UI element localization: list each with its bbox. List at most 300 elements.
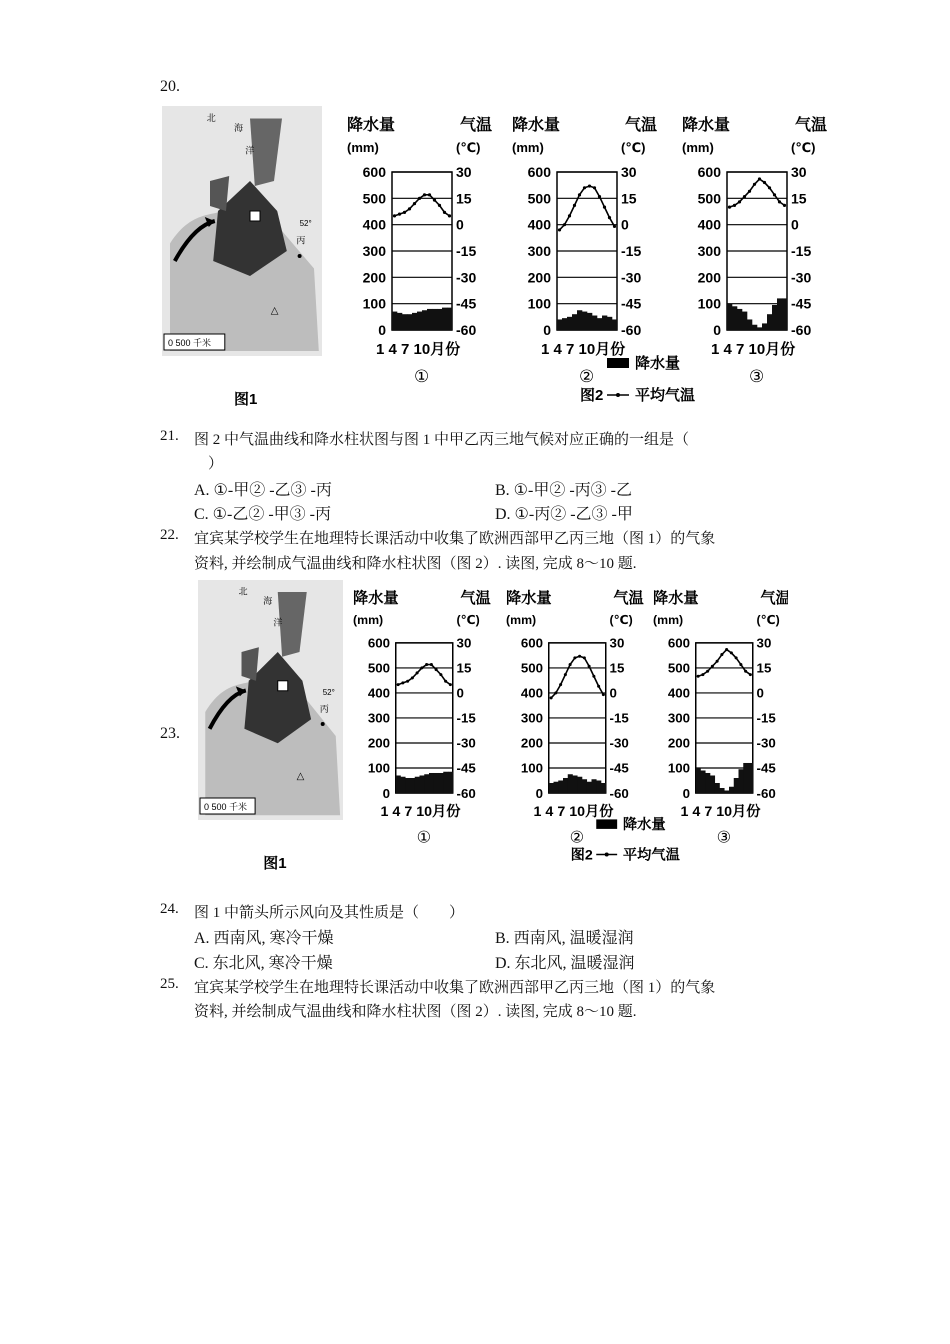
precip-bar — [601, 783, 606, 793]
legend-precip-label: 降水量 — [622, 816, 666, 833]
question-21-option-a[interactable]: A. ①-甲② -乙③ -丙 — [194, 482, 332, 499]
precip-bar — [710, 775, 715, 793]
climate-chart-3 — [682, 115, 827, 386]
precip-tick-label: 600 — [697, 164, 721, 180]
precip-tick-label: 400 — [697, 216, 721, 233]
question-22-line-2: 资料, 并绘制成气温曲线和降水柱状图（图 2）. 读图, 完成 8～10 题. — [194, 556, 637, 572]
temp-point — [733, 204, 736, 207]
temp-tick-label: 15 — [456, 660, 472, 676]
temp-axis-title: 气温 — [795, 117, 828, 134]
precip-bar — [782, 298, 787, 330]
precip-bar — [424, 774, 429, 793]
temp-point — [435, 668, 438, 671]
map-caption: 图1 — [234, 391, 258, 408]
temp-tick-label: -30 — [756, 735, 776, 751]
question-22-number: 22. — [160, 527, 179, 543]
temp-point — [748, 190, 751, 193]
temp-tick-label: -15 — [456, 243, 477, 259]
precip-tick-label: 0 — [382, 785, 391, 801]
precip-bar — [429, 773, 434, 793]
climate-chart-2 — [506, 589, 645, 846]
precip-tick-label: 200 — [520, 735, 544, 751]
temp-point — [444, 680, 447, 683]
temp-point — [448, 214, 451, 217]
precip-tick-label: 400 — [367, 685, 391, 701]
precip-tick-label: 500 — [520, 660, 544, 676]
precip-bar — [437, 309, 442, 330]
temp-point — [393, 214, 396, 217]
temp-tick-label: 0 — [609, 685, 617, 701]
temp-point — [416, 671, 419, 674]
map-label-bing: 丙 — [296, 235, 306, 246]
precip-axis-title: 降水量 — [653, 590, 699, 607]
precip-bar — [592, 316, 597, 330]
temp-point — [753, 183, 756, 186]
precip-tick-label: 100 — [697, 295, 721, 312]
temp-tick-label: -30 — [791, 269, 812, 286]
question-24-option-d[interactable]: D. 东北风, 温暖湿润 — [495, 955, 635, 972]
temp-point — [583, 186, 586, 189]
temp-point — [411, 676, 414, 679]
climate-chart-3 — [653, 589, 788, 846]
temp-tick-label: 0 — [456, 216, 464, 233]
precip-bar — [410, 778, 415, 793]
precip-tick-label: 300 — [667, 710, 691, 726]
question-21-option-c[interactable]: C. ①-乙② -甲③ -丙 — [194, 506, 332, 523]
temp-tick-label: 0 — [791, 216, 799, 233]
temp-point — [588, 184, 591, 187]
temp-point — [425, 663, 428, 666]
question-25-line-1: 宜宾某学校学生在地理特长课活动中收集了欧洲西部甲乙丙三地（图 1）的气象 — [194, 980, 716, 996]
temp-point — [406, 680, 409, 683]
month-axis-label: 1 4 7 10月份 — [533, 803, 614, 820]
temp-tick-label: -15 — [621, 243, 642, 259]
month-axis-label: 1 4 7 10月份 — [711, 341, 796, 358]
map-bing-point — [298, 254, 302, 258]
precip-bar — [568, 774, 573, 793]
temp-tick-label: -15 — [791, 243, 812, 259]
precip-tick-label: 500 — [667, 660, 691, 676]
temp-tick-label: 30 — [756, 635, 772, 651]
figure-block-1 — [162, 106, 842, 416]
precip-tick-label: 500 — [697, 190, 721, 207]
map-label-yi: △ — [270, 305, 279, 317]
precip-bar — [612, 319, 617, 330]
temp-tick-label: -60 — [621, 322, 642, 338]
temp-point — [608, 216, 611, 219]
precip-tick-label: 400 — [667, 685, 691, 701]
map-label-sea-1: 海 — [263, 596, 273, 606]
precip-tick-label: 200 — [367, 735, 391, 751]
map-label-north: 北 — [238, 586, 248, 597]
question-21-stem-close: ） — [208, 456, 224, 472]
precip-bar — [563, 778, 568, 793]
precip-axis-unit: (mm) — [653, 612, 684, 627]
precip-axis-title: 降水量 — [353, 590, 399, 607]
precip-bar — [762, 323, 767, 330]
temp-tick-label: 15 — [791, 190, 807, 207]
precip-bar — [729, 787, 734, 793]
temp-point — [749, 673, 752, 676]
precip-bar — [602, 316, 607, 330]
map-britain — [210, 176, 229, 211]
temp-point — [711, 665, 714, 668]
precip-bar — [734, 778, 739, 793]
precip-tick-label: 600 — [667, 635, 691, 651]
map-label-sea-2: 洋 — [245, 145, 255, 156]
temp-point — [428, 193, 431, 196]
precip-bar — [748, 763, 753, 793]
temp-point — [783, 204, 786, 207]
precip-tick-label: 100 — [667, 760, 691, 776]
precip-tick-label: 300 — [697, 243, 721, 259]
precip-bar — [752, 325, 757, 330]
temp-point — [423, 193, 426, 196]
temp-point — [578, 655, 581, 658]
temp-axis-unit: (℃) — [621, 140, 646, 155]
temp-axis-unit: (℃) — [756, 612, 780, 627]
map-label-yi: △ — [296, 771, 305, 783]
month-axis-label: 1 4 7 10月份 — [680, 803, 761, 820]
temp-point — [439, 673, 442, 676]
temp-tick-label: -60 — [609, 785, 629, 801]
precip-bar — [443, 772, 448, 793]
precip-bar — [739, 769, 744, 793]
climate-chart-1 — [353, 589, 492, 846]
precip-bar — [757, 327, 762, 330]
precip-tick-label: 0 — [535, 785, 544, 801]
temp-tick-label: 30 — [609, 635, 625, 651]
precip-tick-label: 500 — [367, 660, 391, 676]
temp-tick-label: -60 — [456, 785, 476, 801]
temp-tick-label: -45 — [756, 760, 776, 776]
precip-bar — [732, 306, 737, 330]
precip-bar — [422, 310, 427, 330]
chart-id-label: ③ — [749, 367, 765, 386]
question-25-line-2: 资料, 并绘制成气温曲线和降水柱状图（图 2）. 读图, 完成 8～10 题. — [194, 1004, 637, 1020]
precip-tick-label: 0 — [713, 322, 721, 338]
temp-tick-label: -45 — [621, 295, 642, 312]
temp-tick-label: 0 — [456, 685, 464, 701]
precip-bar — [577, 310, 582, 330]
temp-point — [573, 204, 576, 207]
month-axis-label: 1 4 7 10月份 — [376, 341, 461, 358]
precip-bar — [562, 318, 567, 330]
temp-axis-title: 气温 — [760, 590, 788, 607]
temp-point — [758, 177, 761, 180]
figure2-caption: 图2 — [580, 387, 604, 404]
precip-bar — [392, 312, 397, 330]
precip-bar — [558, 780, 563, 793]
precip-bar — [596, 780, 601, 793]
temp-axis-unit: (℃) — [791, 140, 816, 155]
precip-bar — [724, 790, 729, 793]
precip-tick-label: 0 — [543, 322, 551, 338]
precip-bar — [412, 313, 417, 330]
temp-point — [728, 206, 731, 209]
precip-bar — [401, 777, 406, 793]
figure2-caption: 图2 — [570, 847, 593, 864]
precip-bar — [407, 314, 412, 330]
precip-tick-label: 200 — [697, 269, 721, 286]
precip-tick-label: 600 — [527, 164, 551, 180]
temp-point — [443, 211, 446, 214]
map-label-bing: 丙 — [319, 704, 329, 714]
question-23-number: 23. — [160, 725, 180, 742]
precip-axis-title: 降水量 — [512, 117, 561, 134]
temp-point — [430, 663, 433, 666]
precip-bar — [417, 312, 422, 330]
precip-bar — [434, 773, 439, 793]
temp-point — [433, 198, 436, 201]
chart-id-label: ② — [579, 367, 595, 386]
temp-point — [564, 673, 567, 676]
temp-point — [697, 675, 700, 678]
temp-point — [739, 663, 742, 666]
figure-svg-2 — [198, 580, 788, 890]
precip-bar — [432, 309, 437, 330]
precip-bar — [767, 314, 772, 330]
temp-point — [408, 207, 411, 210]
temp-line — [560, 186, 615, 230]
chart-id-label: ① — [414, 367, 430, 386]
temp-point — [449, 683, 452, 686]
month-axis-label: 1 4 7 10月份 — [380, 803, 461, 820]
legend-precip-swatch — [607, 358, 629, 368]
precip-axis-title: 降水量 — [347, 117, 396, 134]
precip-tick-label: 100 — [362, 295, 386, 312]
precip-bar — [696, 768, 701, 793]
temp-point — [725, 648, 728, 651]
precip-tick-label: 500 — [362, 190, 386, 207]
precip-bar — [397, 313, 402, 330]
precip-tick-label: 400 — [362, 216, 386, 233]
question-21-option-b[interactable]: B. ①-甲② -丙③ -乙 — [495, 482, 633, 499]
climate-chart-1 — [347, 115, 492, 386]
temp-tick-label: -15 — [609, 710, 629, 726]
temp-point — [701, 673, 704, 676]
question-20-number: 20. — [160, 78, 180, 95]
precip-bar — [557, 319, 562, 330]
temp-point — [559, 683, 562, 686]
precip-bar — [415, 777, 420, 793]
precip-bar — [567, 317, 572, 330]
precip-bar — [405, 778, 410, 793]
precip-axis-title: 降水量 — [682, 117, 731, 134]
legend-temp-dot — [616, 393, 620, 397]
temp-tick-label: 30 — [621, 164, 637, 180]
precip-bar — [420, 775, 425, 793]
temp-line — [730, 179, 785, 207]
temp-tick-label: 15 — [456, 190, 472, 207]
precip-bar — [737, 309, 742, 330]
precip-bar — [715, 783, 720, 793]
temp-point — [588, 665, 591, 668]
temp-point — [738, 200, 741, 203]
temp-point — [773, 193, 776, 196]
precip-bar — [720, 788, 725, 793]
map-caption: 图1 — [263, 855, 287, 872]
precip-bar — [442, 308, 447, 330]
precip-tick-label: 200 — [667, 735, 691, 751]
precip-bar — [582, 312, 587, 330]
legend-temp-dot — [605, 853, 609, 857]
temp-tick-label: 30 — [456, 635, 472, 651]
temp-tick-label: 0 — [621, 216, 629, 233]
temp-tick-label: -15 — [456, 710, 476, 726]
precip-tick-label: 200 — [527, 269, 551, 286]
precip-tick-label: 400 — [520, 685, 544, 701]
temp-point — [613, 225, 616, 228]
temp-axis-title: 气温 — [625, 117, 658, 134]
chart-id-label: ① — [416, 828, 432, 847]
temp-tick-label: -30 — [456, 269, 477, 286]
question-21-number: 21. — [160, 428, 179, 444]
precip-bar — [587, 782, 592, 793]
chart-id-label: ③ — [716, 828, 732, 847]
temp-tick-label: -45 — [791, 295, 812, 312]
temp-point — [554, 691, 557, 694]
map-scale-text: 0 500 千米 — [168, 338, 212, 348]
precip-bar — [554, 782, 559, 793]
temp-tick-label: 30 — [791, 164, 807, 180]
map-jia-marker — [250, 211, 260, 221]
precip-bar — [701, 770, 706, 793]
question-25-number: 25. — [160, 976, 179, 992]
precip-axis-unit: (mm) — [682, 140, 714, 155]
temp-tick-label: -15 — [756, 710, 776, 726]
precip-axis-unit: (mm) — [506, 612, 537, 627]
temp-point — [598, 195, 601, 198]
precip-tick-label: 100 — [527, 295, 551, 312]
temp-tick-label: 0 — [756, 685, 764, 701]
map-bing-point — [321, 722, 325, 726]
temp-axis-title: 气温 — [613, 590, 644, 607]
temp-point — [569, 663, 572, 666]
map-label-sea-2: 洋 — [273, 617, 283, 628]
temp-tick-label: -45 — [456, 295, 477, 312]
precip-bar — [705, 773, 710, 793]
precip-tick-label: 300 — [527, 243, 551, 259]
temp-point — [398, 213, 401, 216]
question-24-option-a[interactable]: A. 西南风, 寒冷干燥 — [194, 930, 334, 947]
precip-bar — [427, 309, 432, 330]
precip-tick-label: 300 — [362, 243, 386, 259]
precip-tick-label: 500 — [527, 190, 551, 207]
figure-svg-1 — [162, 106, 842, 416]
temp-point — [438, 204, 441, 207]
legend-precip-swatch — [596, 819, 617, 829]
temp-point — [558, 228, 561, 231]
temp-tick-label: 15 — [621, 190, 637, 207]
month-axis-label: 1 4 7 10月份 — [541, 341, 626, 358]
precip-bar — [448, 772, 453, 793]
temp-point — [420, 666, 423, 669]
temp-point — [413, 202, 416, 205]
temp-point — [720, 653, 723, 656]
precip-tick-label: 100 — [367, 760, 391, 776]
chart-id-label: ② — [569, 828, 585, 847]
precip-bar — [577, 777, 582, 793]
precip-tick-label: 100 — [520, 760, 544, 776]
temp-point — [583, 656, 586, 659]
precip-bar — [447, 308, 452, 330]
precip-bar — [582, 779, 587, 793]
precip-bar — [572, 314, 577, 330]
temp-tick-label: -30 — [456, 735, 476, 751]
map-label-lat: 52° — [322, 688, 335, 698]
question-24-number: 24. — [160, 901, 179, 917]
temp-point — [730, 651, 733, 654]
temp-tick-label: -60 — [791, 322, 812, 338]
precip-bar — [743, 763, 748, 793]
precip-tick-label: 300 — [520, 710, 544, 726]
precip-bar — [607, 317, 612, 330]
precip-bar — [742, 312, 747, 330]
map-figure — [198, 580, 343, 872]
precip-bar — [402, 314, 407, 330]
temp-axis-title: 气温 — [460, 117, 493, 134]
precip-tick-label: 200 — [362, 269, 386, 286]
temp-point — [578, 193, 581, 196]
temp-tick-label: -45 — [456, 760, 476, 776]
figure-block-2 — [198, 580, 788, 890]
precip-tick-label: 400 — [527, 216, 551, 233]
temp-point — [744, 670, 747, 673]
precip-tick-label: 600 — [520, 635, 544, 651]
temp-point — [403, 211, 406, 214]
precip-tick-label: 300 — [367, 710, 391, 726]
temp-point — [602, 693, 605, 696]
map-label-lat: 52° — [299, 219, 312, 228]
precip-bar — [549, 783, 554, 793]
question-22-line-1: 宜宾某学校学生在地理特长课活动中收集了欧洲西部甲乙丙三地（图 1）的气象 — [194, 531, 716, 547]
precip-bar — [772, 305, 777, 330]
precip-bar — [396, 775, 401, 793]
question-21-option-d[interactable]: D. ①-丙② -乙③ -甲 — [495, 506, 633, 523]
precip-tick-label: 0 — [682, 785, 691, 801]
temp-point — [597, 685, 600, 688]
temp-point — [706, 670, 709, 673]
temp-point — [778, 200, 781, 203]
temp-point — [735, 656, 738, 659]
legend-temp-label: 平均气温 — [622, 847, 680, 864]
precip-bar — [727, 304, 732, 330]
temp-point — [743, 195, 746, 198]
temp-point — [401, 681, 404, 684]
precip-axis-unit: (mm) — [512, 140, 544, 155]
temp-tick-label: 30 — [456, 164, 472, 180]
temp-tick-label: 15 — [756, 660, 772, 676]
temp-tick-label: 15 — [609, 660, 625, 676]
precip-tick-label: 0 — [378, 322, 386, 338]
temp-axis-unit: (℃) — [456, 612, 480, 627]
temp-line — [698, 650, 750, 677]
question-24-option-c[interactable]: C. 东北风, 寒冷干燥 — [194, 955, 333, 972]
precip-tick-label: 600 — [367, 635, 391, 651]
climate-chart-2 — [512, 115, 657, 386]
temp-point — [573, 656, 576, 659]
legend-temp-label: 平均气温 — [635, 387, 696, 404]
question-24-option-b[interactable]: B. 西南风, 温暖湿润 — [495, 930, 634, 947]
temp-point — [592, 675, 595, 678]
precip-bar — [439, 773, 444, 793]
map-scale-text: 0 500 千米 — [204, 802, 248, 812]
question-24-stem: 图 1 中箭头所示风向及其性质是（ ） — [194, 905, 465, 921]
temp-axis-title: 气温 — [460, 590, 491, 607]
temp-point — [716, 660, 719, 663]
precip-tick-label: 600 — [362, 164, 386, 180]
